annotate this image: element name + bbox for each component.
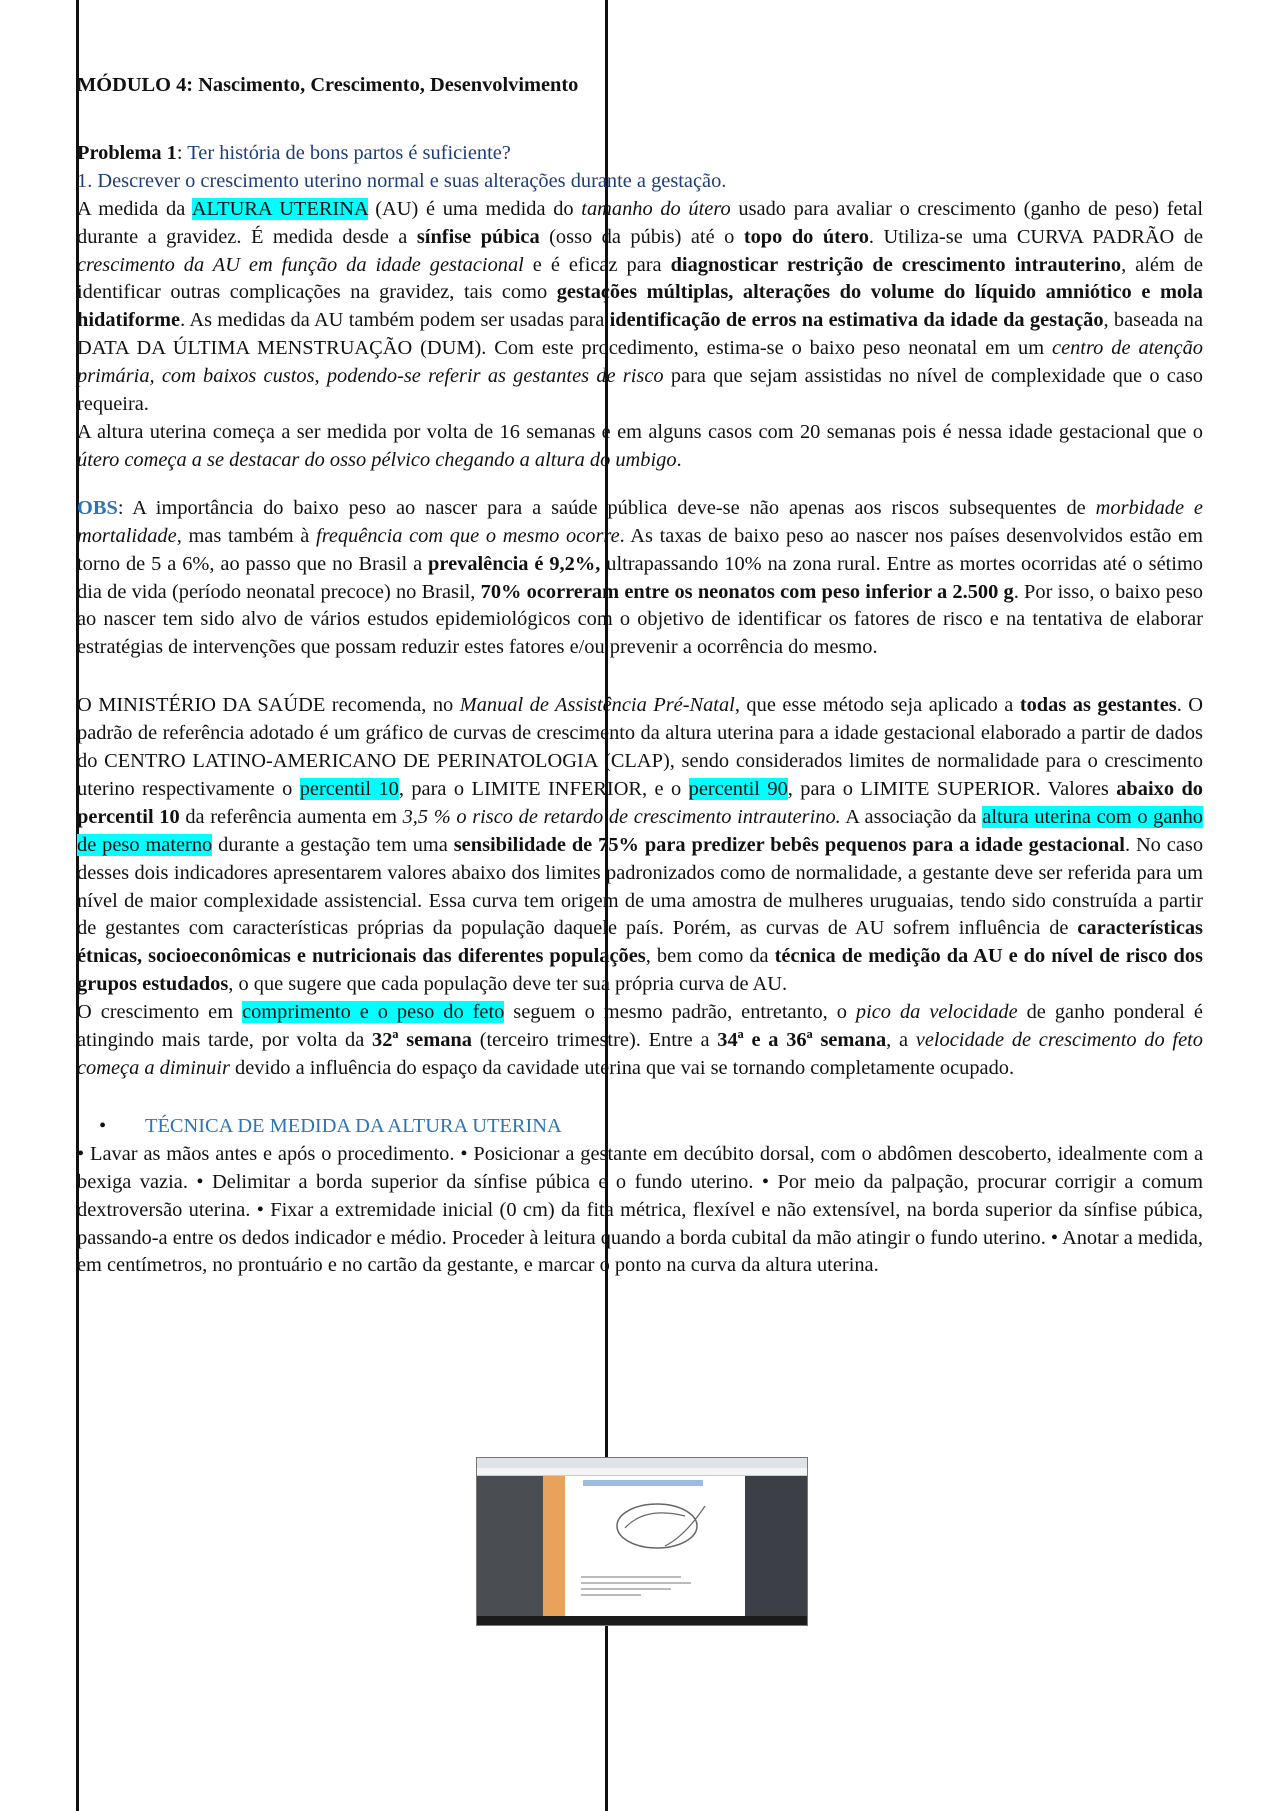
- highlight-altura-uterina: ALTURA UTERINA: [191, 197, 368, 220]
- obs-label: OBS: [77, 496, 118, 519]
- paragraph-crescimento-feto: O crescimento em comprimento e o peso do feto seguem o mesmo padrão, entretanto, o pico da velocidade de ganho ponderal é atingindo mais tarde, por volta da 32ª semana (terceiro trimestre). Entre a 34ª e a 36ª semana, a velocidade de crescimento do feto começa a diminuir devido a influência do espaço da cavidade uterina que vai se tornando completamente ocupado.: [77, 1001, 1204, 1079]
- technique-heading: • TÉCNICA DE MEDIDA DA ALTURA UTERINA: [77, 1113, 1203, 1141]
- problem-question: Ter história de bons partos é suficiente?: [187, 141, 511, 164]
- viewer-page: [565, 1476, 745, 1616]
- paragraph-ministerio: O MINISTÉRIO DA SAÚDE recomenda, no Manual de Assistência Pré-Natal, que esse método seja aplicado a todas as gestantes. O padrão de referência adotado é um gráfico de curvas de crescimento da altura uterina para a idade gestacional elaborado a partir de dados do CENTRO LATINO-AMERICANO DE PERINATOLOGIA (CLAP), sendo considerados limites de normalidade para o crescimento uterino respectivamente o percentil 10, para o LIMITE INFERIOR, e o percentil 90, para o LIMITE SUPERIOR. Valores abaixo do percentil 10 da referência aumenta em 3,5 % o risco de retardo de crescimento intrauterino. A associação da altura uterina com o ganho de peso materno durante a gestação tem uma sensibilidade de 75% para predizer bebês pequenos para a idade gestacional. No caso desses dois indicadores apresentarem valores abaixo dos limites padronizados como de normalidade, a gestante deve ser referida para um nível de maior complexidade assistencial. Essa curva tem origem de uma amostra de mulheres uruguaias, tendo sido construída a partir de gestantes com características próprias da população daquele país. Porém, as curvas de AU sofrem influência de características étnicas, socioeconômicas e nutricionais das diferentes populações, bem como da técnica de medição da AU e do nível de risco dos grupos estudados, o que sugere que cada população deve ter sua própria curva de AU.: [77, 694, 1204, 996]
- paragraph-obs: OBS: A importância do baixo peso ao nascer para a saúde pública deve-se não apenas aos riscos subsequentes de morbidade e mortalidade, mas também à frequência com que o mesmo ocorre. As taxas de baixo peso ao nascer nos países desenvolvidos estão em torno de 5 a 6%, ao passo que no Brasil a prevalência é 9,2%, ultrapassando 10% na zona rural. Entre as mortes ocorridas até o sétimo dia de vida (período neonatal precoce) no Brasil, 70% ocorreram entre os neonatos com peso inferior a 2.500 g. Por isso, o baixo peso ao nascer tem sido alvo de vários estudos epidemiológicos com o objetivo de identificar os fatores de risco e na tentativa de elaborar estratégias de intervenções que possam reduzir estes fatores e/ou prevenir a ocorrência do mesmo.: [77, 496, 1204, 659]
- module-title: MÓDULO 4: Nascimento, Crescimento, Desenvolvimento: [77, 74, 579, 96]
- problem-line: Problema 1: Ter história de bons partos é suficiente?: [77, 141, 511, 164]
- browser-tabs: [477, 1458, 807, 1468]
- uterus-illustration-icon: [565, 1476, 745, 1616]
- document-body: [77, 72, 1203, 1280]
- paragraph-altura-uterina: A medida da ALTURA UTERINA (AU) é uma medida do tamanho do útero usado para avaliar o crescimento (ganho de peso) fetal durante a gravidez. É medida desde a sínfise púbica (osso da púbis) até o topo do útero. Utiliza-se uma CURVA PADRÃO de crescimento da AU em função da idade gestacional e é eficaz para diagnosticar restrição de crescimento intrauterino, além de identificar outras complicações na gravidez, tais como gestações múltiplas, alterações do volume do líquido amniótico e mola hidatiforme. As medidas da AU também podem ser usadas para identificação de erros na estimativa da idade da gestação, baseada na DATA DA ÚLTIMA MENSTRUAÇÃO (DUM). Com este procedimento, estima-se o baixo peso neonatal em um centro de atenção primária, com baixos custos, podendo-se referir as gestantes de risco para que sejam assistidas no nível de complexidade que o caso requeira.: [77, 197, 1204, 416]
- embedded-screenshot-image: [476, 1457, 808, 1626]
- highlight-ganho-peso: altura uterina com o ganho de peso materno: [77, 805, 1203, 856]
- viewer-orange-panel: [543, 1476, 565, 1616]
- highlight-percentil-10: percentil 10: [299, 777, 399, 800]
- technique-steps: • Lavar as mãos antes e após o procedimento. • Posicionar a gestante em decúbito dorsal, com o abdômen descoberto, idealmente com a bexiga vazia. • Delimitar a borda superior da sínfise púbica e o fundo uterino. • Por meio da palpação, procurar corrigir a comum dextroversão uterina. • Fixar a extremidade inicial (0 cm) da fita métrica, flexível e não extensível, na borda superior da sínfise púbica, passando-a entre os dedos indicador e médio. Proceder à leitura quando a borda cubital da mão atingir o fundo uterino. • Anotar a medida, em centímetros, no prontuário e no cartão da gestante, e marcar o ponto na curva da altura uterina.: [77, 1142, 1203, 1277]
- highlight-percentil-90: percentil 90: [688, 777, 788, 800]
- objective-line: 1. Descrever o crescimento uterino normal e suas alterações durante a gestação.: [77, 169, 727, 192]
- viewer-side-panel: [477, 1476, 543, 1616]
- browser-address-bar: [477, 1468, 807, 1476]
- paragraph-inicio-medida: A altura uterina começa a ser medida por volta de 16 semanas e em alguns casos com 20 semanas pois é nessa idade gestacional que o útero começa a se destacar do osso pélvico chegando a altura do umbigo.: [77, 420, 1203, 471]
- bullet-icon: •: [99, 1114, 107, 1137]
- taskbar: [477, 1616, 807, 1625]
- problem-label: Problema 1: [77, 141, 177, 164]
- highlight-comprimento-peso: comprimento e o peso do feto: [242, 1001, 505, 1024]
